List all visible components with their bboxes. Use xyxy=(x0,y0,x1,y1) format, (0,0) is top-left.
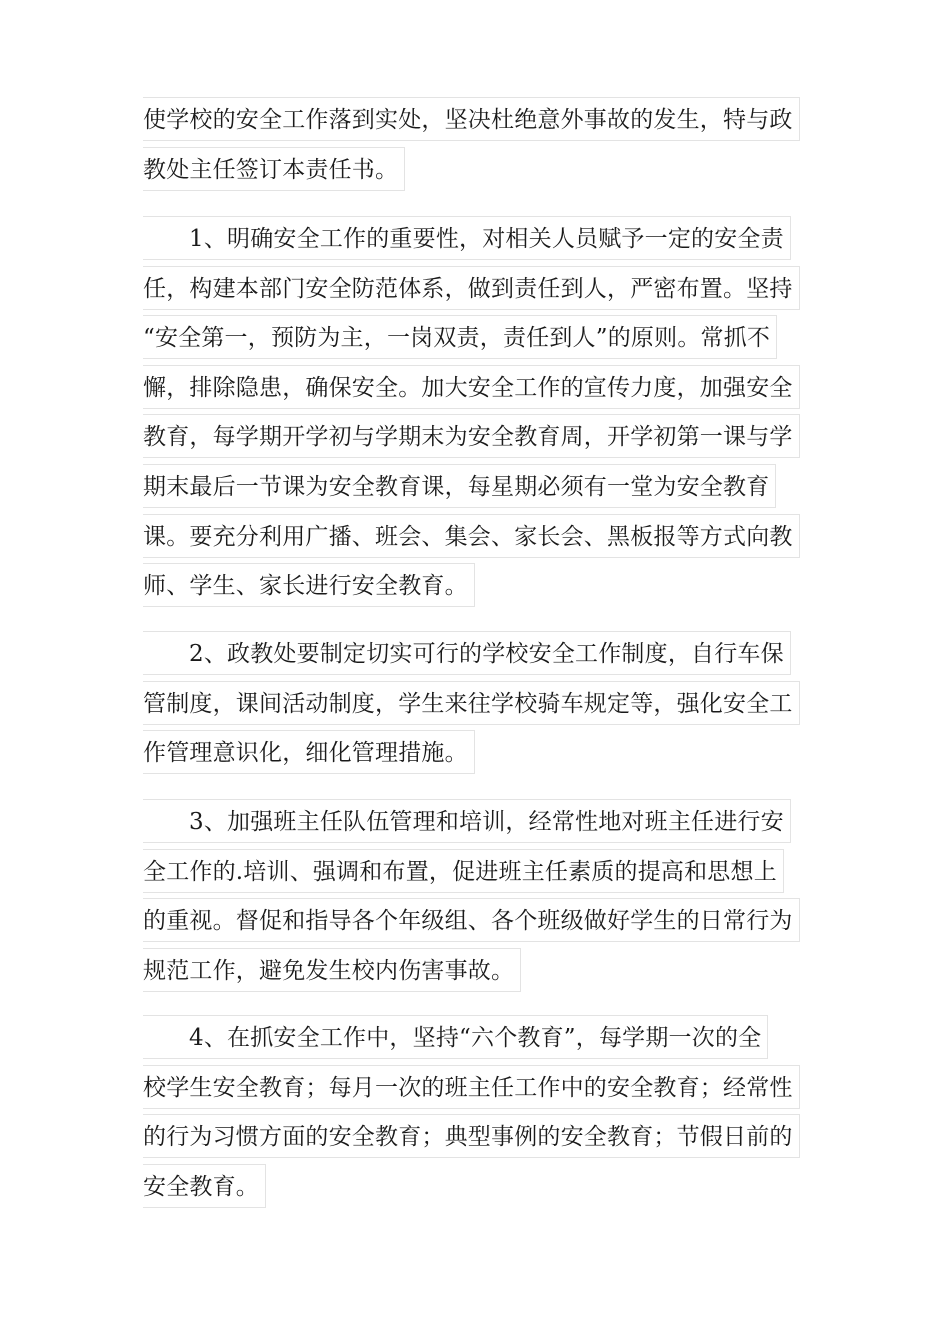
text-line: 全工作的.培训、强调和布置，促进班主任素质的提高和思想上 xyxy=(143,848,823,898)
text-line: 3、加强班主任队伍管理和培训，经常性地对班主任进行安 xyxy=(143,798,823,848)
text-line: 课。要充分利用广播、班会、集会、家长会、黑板报等方式向教 xyxy=(143,513,823,563)
text-line: 的行为习惯方面的安全教育；典型事例的安全教育；节假日前的 xyxy=(143,1113,823,1163)
text-line: “安全第一，预防为主，一岗双责，责任到人”的原则。常抓不 xyxy=(143,314,823,364)
text-line: 期末最后一节课为安全教育课，每星期必须有一堂为安全教育 xyxy=(143,463,823,513)
paragraph-item-1 xyxy=(143,215,823,612)
paragraph-item-4 xyxy=(143,1014,823,1212)
text-line: 师、学生、家长进行安全教育。 xyxy=(143,562,823,612)
text-line: 的重视。督促和指导各个年级组、各个班级做好学生的日常行为 xyxy=(143,897,823,947)
text-line: 安全教育。 xyxy=(143,1163,823,1213)
text-line: 规范工作，避免发生校内伤害事故。 xyxy=(143,947,823,997)
text-line: 使学校的安全工作落到实处，坚决杜绝意外事故的发生，特与政 xyxy=(143,96,823,146)
paragraph-item-2 xyxy=(143,630,823,779)
text-line: 4、在抓安全工作中，坚持“六个教育”，每学期一次的全 xyxy=(143,1014,823,1064)
text-line: 作管理意识化，细化管理措施。 xyxy=(143,729,823,779)
text-line: 1、明确安全工作的重要性，对相关人员赋予一定的安全责 xyxy=(143,215,823,265)
text-line: 懈，排除隐患，确保安全。加大安全工作的宣传力度，加强安全 xyxy=(143,364,823,414)
text-line: 任，构建本部门安全防范体系，做到责任到人，严密布置。坚持 xyxy=(143,265,823,315)
text-line: 教处主任签订本责任书。 xyxy=(143,146,823,196)
text-line: 2、政教处要制定切实可行的学校安全工作制度，自行车保 xyxy=(143,630,823,680)
text-line: 教育，每学期开学初与学期末为安全教育周，开学初第一课与学 xyxy=(143,413,823,463)
paragraph-intro xyxy=(143,96,823,195)
text-line: 管制度，课间活动制度，学生来往学校骑车规定等，强化安全工 xyxy=(143,680,823,730)
paragraph-item-3 xyxy=(143,798,823,996)
text-line: 校学生安全教育；每月一次的班主任工作中的安全教育；经常性 xyxy=(143,1064,823,1114)
